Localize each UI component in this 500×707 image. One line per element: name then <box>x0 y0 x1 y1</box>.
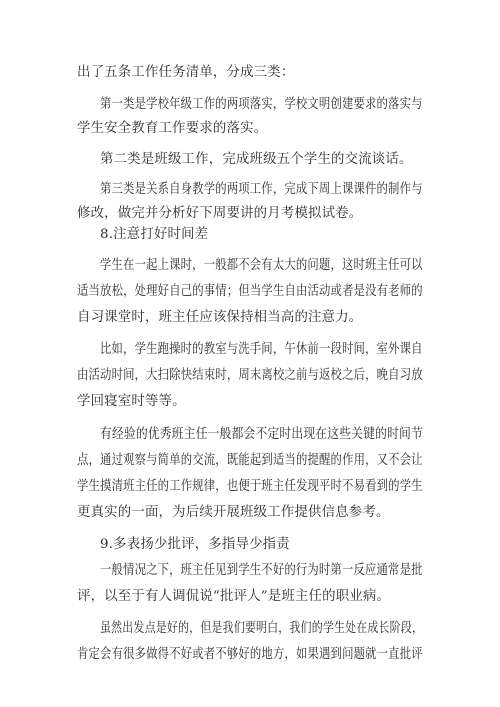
text-line: 有经验的优秀班主任一般都会不定时出现在这些关键的时间节 <box>100 427 423 442</box>
section-heading: 8.注意打好时间差 <box>100 227 209 242</box>
text-line: 出了五条工作任务清单，分成三类： <box>77 65 295 80</box>
text-line: 点，通过观察与简单的交流，既能起到适当的提醒的作用，又不会让 <box>77 453 423 468</box>
text-line: 虽然出发点是好的，但是我们要明白，我们的学生处在成长阶段， <box>100 621 424 636</box>
text-line: 第二类是班级工作，完成班级五个学生的交流谈话。 <box>100 152 413 167</box>
text-line: 学生安全教育工作要求的落实。 <box>77 121 268 136</box>
text-line: 评，以至于有人调侃说“批评人”是班主任的职业病。 <box>77 589 391 604</box>
text-line: 适当放松，处理好自己的事情；但当学生自由活动或者是没有老师的 <box>77 284 423 299</box>
text-line: 由活动时间，大扫除快结束时，周末离校之前与返校之后，晚自习放 <box>77 368 423 383</box>
text-line: 自习课堂时，班主任应该保持相当高的注意力。 <box>77 310 363 325</box>
text-line: 比如，学生跑操时的教室与洗手间，午休前一段时间，室外课自 <box>100 342 423 357</box>
text-line: 学回寝室时等等。 <box>77 394 186 409</box>
text-line: 第一类是学校年级工作的两项落实，学校文明创建要求的落实与 <box>100 97 423 112</box>
text-line: 学生在一起上课时，一般都不会有太大的问题，这时班主任可以 <box>100 258 423 273</box>
section-heading: 9.多表扬少批评，多指导少指责 <box>100 537 290 552</box>
text-line: 第三类是关系自身教学的两项工作，完成下周上课课件的制作与 <box>100 182 423 197</box>
text-line: 肯定会有很多做得不好或者不够好的地方，如果遇到问题就一直批评 <box>77 647 423 662</box>
text-line: 学生摸清班主任的工作规律，也便于班主任发现平时不易看到的学生 <box>77 479 423 494</box>
text-line: 一般情况之下，班主任见到学生不好的行为时第一反应通常是批 <box>100 563 423 578</box>
text-line: 更真实的一面，为后续开展班级工作提供信息参考。 <box>77 505 390 520</box>
text-line: 修改，做完并分析好下周要讲的月考模拟试卷。 <box>77 206 363 221</box>
